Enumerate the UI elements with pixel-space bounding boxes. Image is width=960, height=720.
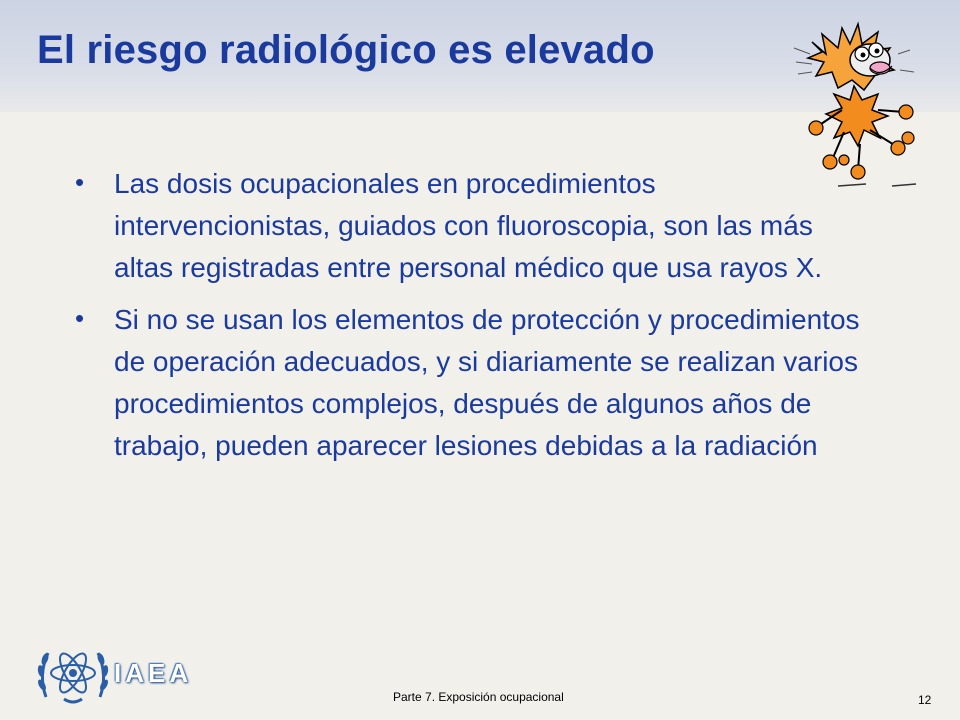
bullet-text: Si no se usan los elementos de protección y procedimientos de operación adecuados, y si diariamente se realizan varios procedimientos complejos, después de algunos años de trabajo, pueden aparecer lesiones debidas a la radiación	[114, 304, 860, 461]
bullet-item	[75, 163, 875, 289]
bullet-item	[75, 299, 875, 467]
bullet-list	[75, 163, 875, 477]
slide-title: El riesgo radiológico es elevado	[37, 28, 655, 72]
iaea-atom-logo-icon	[36, 639, 110, 707]
bullet-dot-icon: •	[75, 167, 85, 197]
footer-section-text: Parte 7. Exposición ocupacional	[393, 690, 564, 704]
bullet-dot-icon: •	[75, 303, 85, 333]
logo-text: IAEA	[114, 658, 193, 688]
bullet-text: Las dosis ocupacionales en procedimientos intervencionistas, guiados con fluoroscopia, son las más altas registradas entre personal médico que usa rayos X.	[114, 168, 823, 283]
page-number: 12	[918, 693, 932, 707]
